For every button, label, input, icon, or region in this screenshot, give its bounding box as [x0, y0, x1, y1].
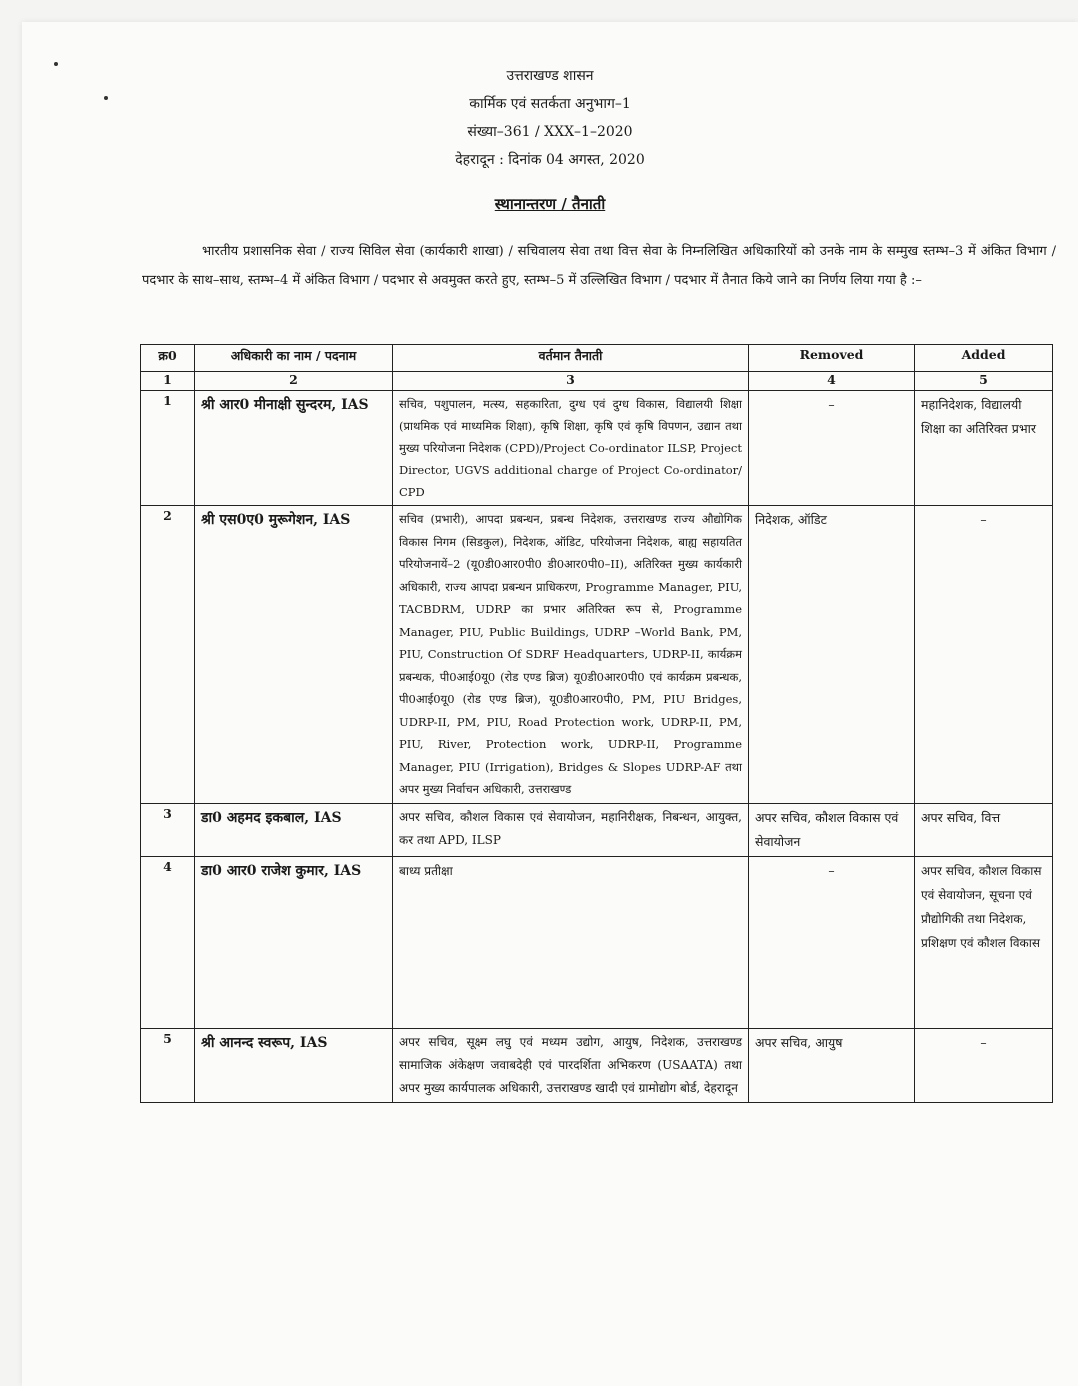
- column-number-row: [141, 372, 1053, 391]
- header-officer-name: अधिकारी का नाम / पदनाम: [195, 345, 393, 372]
- table-row: [141, 803, 1053, 856]
- added-posting: महानिदेशक, विद्यालयी शिक्षा का अतिरिक्त प्रभार: [915, 391, 1053, 506]
- current-posting: अपर सचिव, कौशल विकास एवं सेवायोजन, महानिरीक्षक, निबन्धन, आयुक्त, कर तथा APD, ILSP: [393, 803, 749, 856]
- document-header: [22, 62, 1078, 174]
- removed-posting: –: [749, 391, 915, 506]
- current-posting: बाध्य प्रतीक्षा: [393, 856, 749, 1028]
- header-reference-number: संख्या–361 / XXX–1–2020: [467, 124, 633, 140]
- header-removed: Removed: [749, 345, 915, 372]
- removed-posting: अपर सचिव, आयुष: [749, 1028, 915, 1102]
- removed-posting: निदेशक, ऑडिट: [749, 506, 915, 804]
- header-current-posting: वर्तमान तैनाती: [393, 345, 749, 372]
- row-serial: 5: [141, 1028, 195, 1102]
- header-department: कार्मिक एवं सतर्कता अनुभाग–1: [469, 96, 631, 112]
- current-posting: सचिव (प्रभारी), आपदा प्रबन्धन, प्रबन्ध निदेशक, उत्तराखण्ड राज्य औद्योगिक विकास निगम (सिडकुल), निदेशक, ऑडिट, परियोजना निदेशक, बाह्य सहायतित परियोजनायें–2 (यू0डी0आर0पी0 डी0आर0पी0–II), अतिरिक्त मुख्य कार्यकारी अधिकारी, राज्य आपदा प्रबन्धन प्राधिकरण, Programme Manager, PIU, TACBDRM, UDRP का प्रभार अतिरिक्त रूप से, Programme Manager, PIU, Public Buildings, UDRP –World Bank, PM, PIU, Construction Of SDRF Headquarters, UDRP-II, कार्यक्रम प्रबन्धक, पी0आई0यू0 (रोड एण्ड ब्रिज) यू0डी0आर0पी0 एवं कार्यक्रम प्रबन्धक, पी0आई0यू0 (रोड एण्ड ब्रिज), यू0डी0आर0पी0, PM, PIU Bridges, UDRP-II, PM, PIU, Road Protection work, UDRP-II, PM, PIU, River, Protection work, UDRP-II, Programme Manager, PIU (Irrigation), Bridges & Slopes UDRP-AF तथा अपर मुख्य निर्वाचन अधिकारी, उत्तराखण्ड: [393, 506, 749, 804]
- added-posting: अपर सचिव, कौशल विकास एवं सेवायोजन, सूचना एवं प्रौद्योगिकी तथा निदेशक, प्रशिक्षण एवं कौशल विकास: [915, 856, 1053, 1028]
- table-row: [141, 506, 1053, 804]
- document-subject: स्थानान्तरण / तैनाती: [494, 195, 606, 213]
- table-row: [141, 391, 1053, 506]
- column-number: 5: [915, 372, 1053, 391]
- column-number: 4: [749, 372, 915, 391]
- transfer-table: [140, 344, 1053, 1103]
- removed-posting: अपर सचिव, कौशल विकास एवं सेवायोजन: [749, 803, 915, 856]
- current-posting: सचिव, पशुपालन, मत्स्य, सहकारिता, दुग्ध एवं दुग्ध विकास, विद्यालयी शिक्षा (प्राथमिक एवं माध्यमिक शिक्षा), कृषि शिक्षा, कृषि एवं कृषि विपणन, उद्यान तथा मुख्य परियोजना निदेशक (CPD)/Project Co-ordinator ILSP, Project Director, UGVS additional charge of Project Co-ordinator/ CPD: [393, 391, 749, 506]
- officer-name: डा0 आर0 राजेश कुमार, IAS: [195, 856, 393, 1028]
- row-serial: 1: [141, 391, 195, 506]
- current-posting: अपर सचिव, सूक्ष्म लघु एवं मध्यम उद्योग, आयुष, निदेशक, उत्तराखण्ड सामाजिक अंकेक्षण जवाबदेही एवं पारदर्शिता अभिकरण (USAATA) तथा अपर मुख्य कार्यपालक अधिकारी, उत्तराखण्ड खादी एवं ग्रामोद्योग बोर्ड, देहरादून: [393, 1028, 749, 1102]
- column-number: 1: [141, 372, 195, 391]
- added-posting: अपर सचिव, वित्त: [915, 803, 1053, 856]
- row-serial: 2: [141, 506, 195, 804]
- table-header-row: [141, 345, 1053, 372]
- table-row: [141, 856, 1053, 1028]
- intro-paragraph: भारतीय प्रशासनिक सेवा / राज्य सिविल सेवा (कार्यकारी शाखा) / सचिवालय सेवा तथा वित्त सेवा के निम्नलिखित अधिकारियों को उनके नाम के सम्मुख स्तम्भ–3 में अंकित विभाग / पदभार के साथ–साथ, स्तम्भ–4 में अंकित विभाग / पदभार से अवमुक्त करते हुए, स्तम्भ–5 में उल्लिखित विभाग / पदभार में तैनात किये जाने का निर्णय लिया गया है :–: [142, 244, 1056, 288]
- column-number: 2: [195, 372, 393, 391]
- column-number: 3: [393, 372, 749, 391]
- officer-name: डा0 अहमद इकबाल, IAS: [195, 803, 393, 856]
- officer-name: श्री आनन्द स्वरूप, IAS: [195, 1028, 393, 1102]
- officer-name: श्री एस0ए0 मुरूगेशन, IAS: [195, 506, 393, 804]
- table-row: [141, 1028, 1053, 1102]
- header-added: Added: [915, 345, 1053, 372]
- officer-name: श्री आर0 मीनाक्षी सुन्दरम, IAS: [195, 391, 393, 506]
- header-government: उत्तराखण्ड शासन: [506, 68, 594, 84]
- removed-posting: –: [749, 856, 915, 1028]
- added-posting: –: [915, 1028, 1053, 1102]
- header-date: देहरादून : दिनांक 04 अगस्त, 2020: [455, 152, 645, 168]
- row-serial: 4: [141, 856, 195, 1028]
- document-page: [22, 22, 1078, 1386]
- added-posting: –: [915, 506, 1053, 804]
- header-serial: क्र0: [141, 345, 195, 372]
- row-serial: 3: [141, 803, 195, 856]
